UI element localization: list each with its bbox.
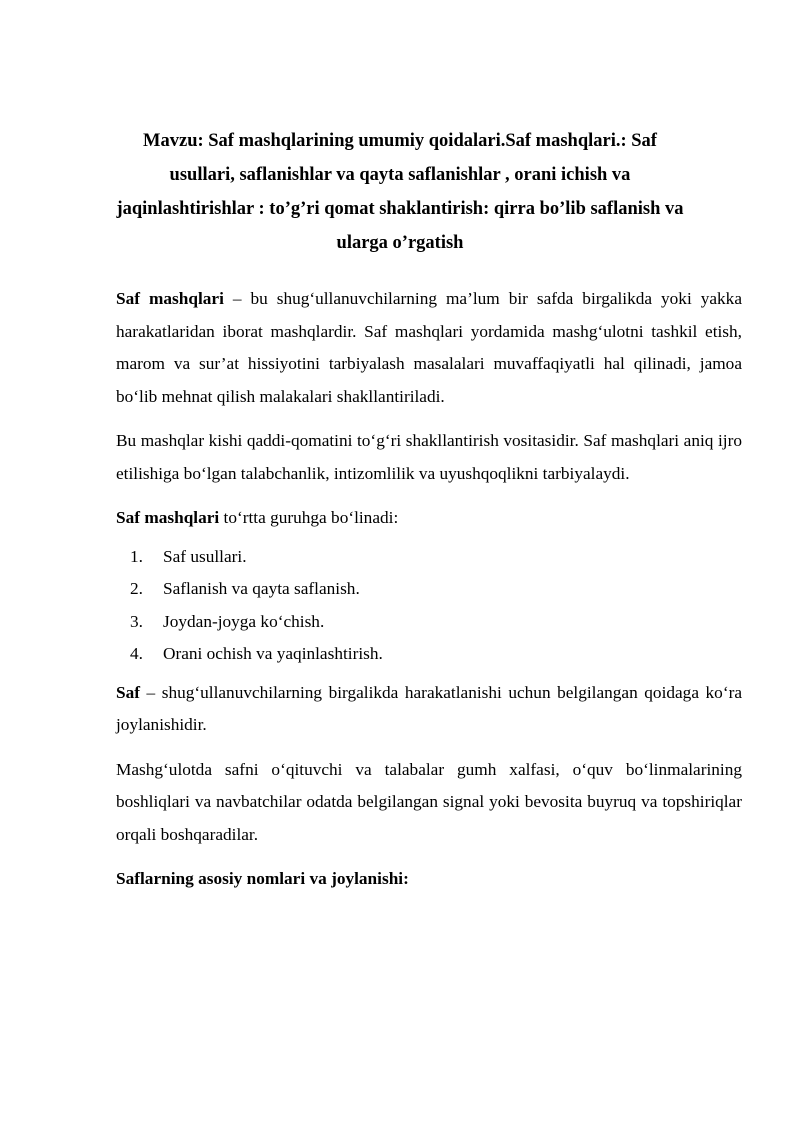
paragraph-saf-mashqlari-definition xyxy=(116,283,742,413)
list-item-text: Saflanish va qayta saflanish. xyxy=(163,579,360,598)
document-body xyxy=(116,283,742,908)
paragraph-lead-term: Saf mashqlari xyxy=(116,289,224,308)
document-title: Mavzu: Saf mashqlarining umumiy qoidalari.Saf mashqlari.: Saf usullari, saflanishlar va qayta saflanishlar , orani ichish va jaqinlashtirishlar : to’g’ri qomat shaklantirish: qirra bo’lib saflanish va ularga o’rgatish xyxy=(116,131,684,253)
list-item-text: Joydan-joyga ko‘chish. xyxy=(163,611,325,631)
paragraph-text: Bu mashqlar kishi qaddi-qomatini to‘g‘ri shakllantirish vositasidir. Saf mashqlari aniq ijro etilishiga bo‘lgan talabchanlik, intizomlilik va uyushqoqlikni tarbiyalaydi. xyxy=(116,431,742,483)
paragraph-text: to‘rtta guruhga bo‘linadi: xyxy=(219,508,399,527)
list-item xyxy=(116,606,742,639)
paragraph-text: Mashg‘ulotda safni o‘qituvchi va talabalar gumh xalfasi, o‘quv bo‘linmalarining boshliqlari va navbatchilar odatda belgilangan signal yoki bevosita buyruq va topshiriqlar orqali boshqaradilar. xyxy=(116,759,742,844)
paragraph-qaddi-qomat xyxy=(116,425,742,490)
paragraph-lead-term: Saf xyxy=(116,682,141,702)
paragraph-mashgulot xyxy=(116,754,742,852)
groups-list xyxy=(116,541,742,671)
paragraph-lead-term: Saf mashqlari xyxy=(116,508,220,527)
list-item-number: 2. xyxy=(130,579,143,598)
list-item-number: 3. xyxy=(130,611,143,631)
list-item xyxy=(116,573,742,606)
list-item xyxy=(116,541,742,574)
paragraph-text: – shug‘ullanuvchilarning birgalikda harakatlanishi uchun belgilangan qoidaga ko‘ra joylanishidir. xyxy=(116,682,742,734)
section-heading: Saflarning asosiy nomlari va joylanishi: xyxy=(116,869,409,888)
paragraph-saf-definition xyxy=(116,677,742,742)
paragraph-text: – bu shug‘ullanuvchilarning ma’lum bir safda birgalikda yoki yakka harakatlaridan iborat mashqlardir. Saf mashqlari yordamida mashg‘ulotni tashkil etish, marom va sur’at hissiyotini tarbiyalash masalalari muvaffaqiyatli hal qilinadi, jamoa bo‘lib mehnat qilish malakalari shakllantiriladi. xyxy=(116,289,742,406)
list-item-text: Saf usullari. xyxy=(163,546,247,566)
list-item-number: 1. xyxy=(130,546,143,566)
paragraph-groups-intro xyxy=(116,502,742,535)
list-item xyxy=(116,638,742,671)
list-item-number: 4. xyxy=(130,644,143,663)
list-item-text: Orani ochish va yaqinlashtirish. xyxy=(163,644,383,663)
